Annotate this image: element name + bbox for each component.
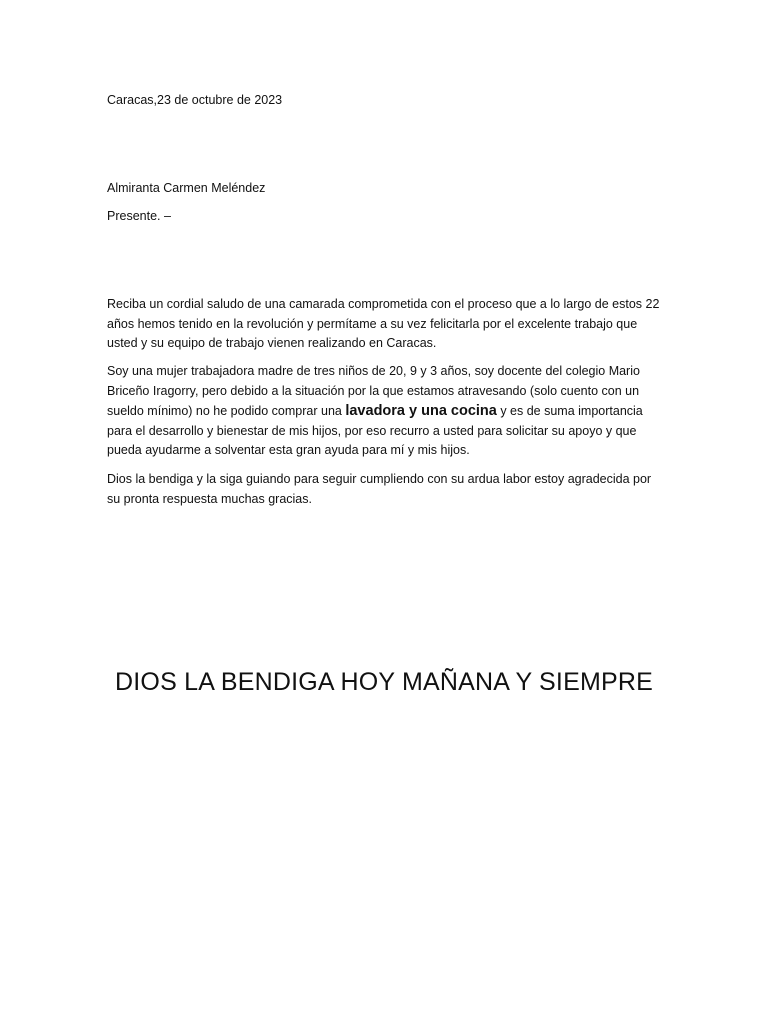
paragraph-line: su pronta respuesta muchas gracias. bbox=[107, 491, 312, 506]
paragraph-line: años hemos tenido en la revolución y permítame a su vez felicitarla por el excelente trabajo que bbox=[107, 316, 638, 331]
paragraph-request bbox=[107, 362, 663, 461]
closing-blessing: DIOS LA BENDIGA HOY MAÑANA Y SIEMPRE bbox=[115, 668, 653, 696]
paragraph-line: para el desarrollo y bienestar de mis hijos, por eso recurro a usted para solicitar su apoyo y que bbox=[107, 423, 637, 438]
paragraph-line: Reciba un cordial saludo de una camarada comprometida con el proceso que a lo largo de estos 22 bbox=[107, 297, 660, 311]
paragraph-line: Soy una mujer trabajadora madre de tres niños de 20, 9 y 3 años, soy docente del colegio Mario bbox=[107, 364, 640, 378]
paragraph-line: usted y su equipo de trabajo vienen realizando en Caracas. bbox=[107, 336, 437, 350]
salutation: Presente. – bbox=[107, 209, 171, 223]
text-fragment: sueldo mínimo) no he podido comprar una bbox=[107, 404, 346, 418]
paragraph-line bbox=[107, 402, 663, 422]
paragraph-line: Dios la bendiga y la siga guiando para seguir cumpliendo con su ardua labor estoy agradecida por bbox=[107, 472, 652, 486]
text-fragment: y es de suma importancia bbox=[496, 404, 643, 418]
recipient-name: Almiranta Carmen Meléndez bbox=[107, 181, 266, 195]
paragraph-greeting bbox=[107, 295, 663, 354]
paragraph-blessing bbox=[107, 470, 663, 509]
emphasized-items: lavadora y una cocina bbox=[345, 403, 497, 419]
paragraph-line: Briceño Iragorry, pero debido a la situación por la que estamos atravesando (solo cuento con un bbox=[107, 383, 640, 398]
date-line: Caracas,23 de octubre de 2023 bbox=[107, 93, 283, 107]
paragraph-line: pueda ayudarme a solventar esta gran ayuda para mí y mis hijos. bbox=[107, 443, 470, 457]
